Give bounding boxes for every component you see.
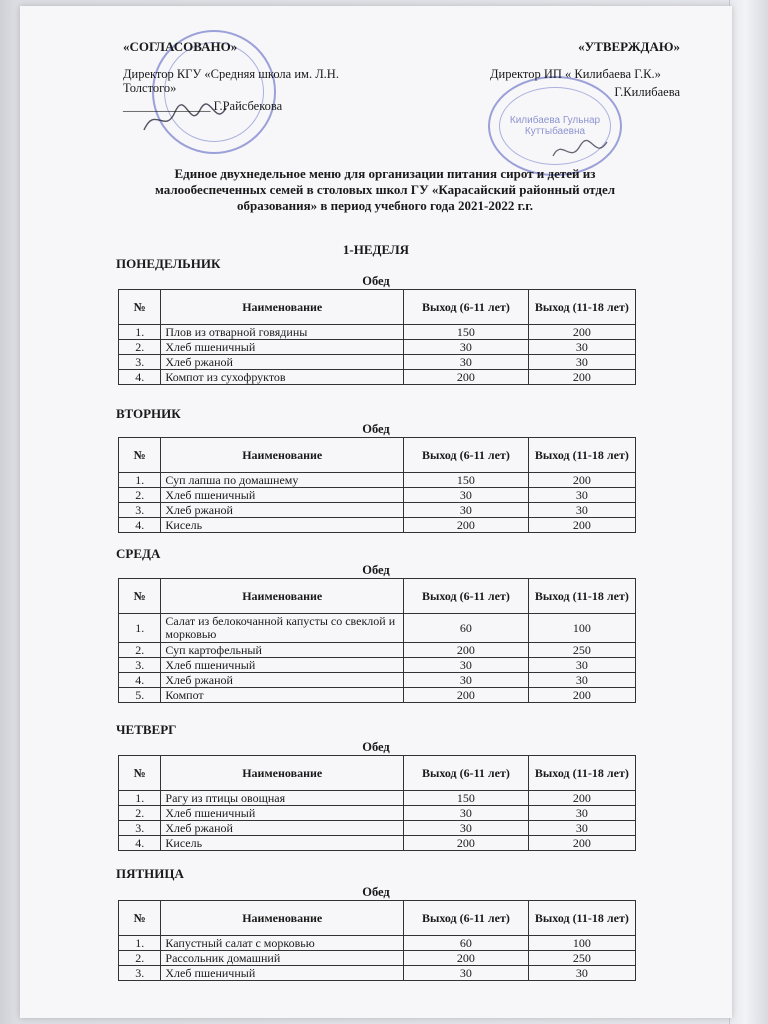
table-row: 2. Хлеб пшеничный 30 30 [119, 806, 636, 821]
table-row: 2. Хлеб пшеничный 30 30 [119, 340, 636, 355]
table-row: 1. Рагу из птицы овощная 150 200 [119, 791, 636, 806]
table-row: 1. Суп лапша по домашнему 150 200 [119, 473, 636, 488]
table-row: 4. Хлеб ржаной 30 30 [119, 673, 636, 688]
approved-title: «УТВЕРЖДАЮ» [578, 39, 680, 54]
table-row: 1. Капустный салат с морковью 60 100 [119, 936, 636, 951]
agreed-signer: ______________ Г.Райсбекова [123, 99, 283, 113]
col-name: Наименование [161, 290, 404, 325]
menu-table-friday [118, 900, 636, 981]
table-header: № Наименование Выход (6-11 лет) Выход (11-18 лет) [119, 901, 636, 936]
approved-signer-name: Г.Килибаева [614, 85, 680, 99]
menu-table-thursday [118, 755, 636, 851]
approved-signer [490, 85, 680, 99]
table-row: 3. Хлеб ржаной 30 30 [119, 503, 636, 518]
day-title: ПЯТНИЦА [116, 866, 184, 881]
table-row: 1. Плов из отварной говядины 150 200 [119, 325, 636, 340]
table-header [119, 290, 636, 325]
col-out2: Выход (11-18 лет) [528, 290, 635, 325]
table-header: № Наименование Выход (6-11 лет) Выход (11-18 лет) [119, 579, 636, 614]
table-row: 1. Салат из белокочанной капусты со свеклой и морковью 60 100 [119, 614, 636, 643]
meal-title: Обед [362, 274, 390, 288]
table-row: 3. Хлеб ржаной 30 30 [119, 821, 636, 836]
day-title: ПОНЕДЕЛЬНИК [116, 256, 221, 271]
sleeve-edge [729, 0, 768, 1024]
col-num: № [119, 290, 161, 325]
document-title: Единое двухнедельное меню для организации питания сирот и детей из малообеспеченных семей в столовых школ ГУ «Карасайский районный отдел образования» в период учебного года 2021-2022 г.г. [154, 166, 616, 213]
agreed-position: Директор КГУ «Средняя школа им. Л.Н. Толстого» [123, 67, 339, 95]
day-title: ВТОРНИК [116, 406, 181, 421]
meal-title: Обед [362, 563, 390, 577]
table-row: 2. Суп картофельный 200 250 [119, 643, 636, 658]
approved-position: Директор ИП « Килибаева Г.К.» [490, 67, 661, 81]
signature-right [550, 136, 610, 166]
menu-table-wednesday [118, 578, 636, 703]
meal-title: Обед [362, 885, 390, 899]
agreed-signer-name: Г.Райсбекова [213, 99, 283, 113]
table-header: № Наименование Выход (6-11 лет) Выход (11-18 лет) [119, 756, 636, 791]
table-header: № Наименование Выход (6-11 лет) Выход (11-18 лет) [119, 438, 636, 473]
approval-block-left [123, 40, 373, 113]
col-out1: Выход (6-11 лет) [404, 290, 529, 325]
table-row: 4. Кисель 200 200 [119, 836, 636, 851]
day-title: СРЕДА [116, 546, 161, 561]
approval-block-right [490, 40, 710, 99]
meal-title: Обед [362, 740, 390, 754]
table-row: 3. Хлеб пшеничный 30 30 [119, 966, 636, 981]
table-row: 5. Компот 200 200 [119, 688, 636, 703]
table-row: 4. Кисель 200 200 [119, 518, 636, 533]
table-row: 2. Рассольник домашний 200 250 [119, 951, 636, 966]
table-row: 2. Хлеб пшеничный 30 30 [119, 488, 636, 503]
day-title: ЧЕТВЕРГ [116, 722, 177, 737]
table-row: 3. Хлеб пшеничный 30 30 [119, 658, 636, 673]
menu-table-monday [118, 289, 636, 385]
meal-title: Обед [362, 422, 390, 436]
seal-right-text: Килибаева Гульнар Куттыбаевна [509, 115, 601, 137]
agreed-title: «СОГЛАСОВАНО» [123, 39, 238, 54]
document-page [20, 6, 732, 1018]
table-row: 3. Хлеб ржаной 30 30 [119, 355, 636, 370]
week-title: 1-НЕДЕЛЯ [342, 242, 410, 257]
menu-table-tuesday [118, 437, 636, 533]
table-row: 4. Компот из сухофруктов 200 200 [119, 370, 636, 385]
